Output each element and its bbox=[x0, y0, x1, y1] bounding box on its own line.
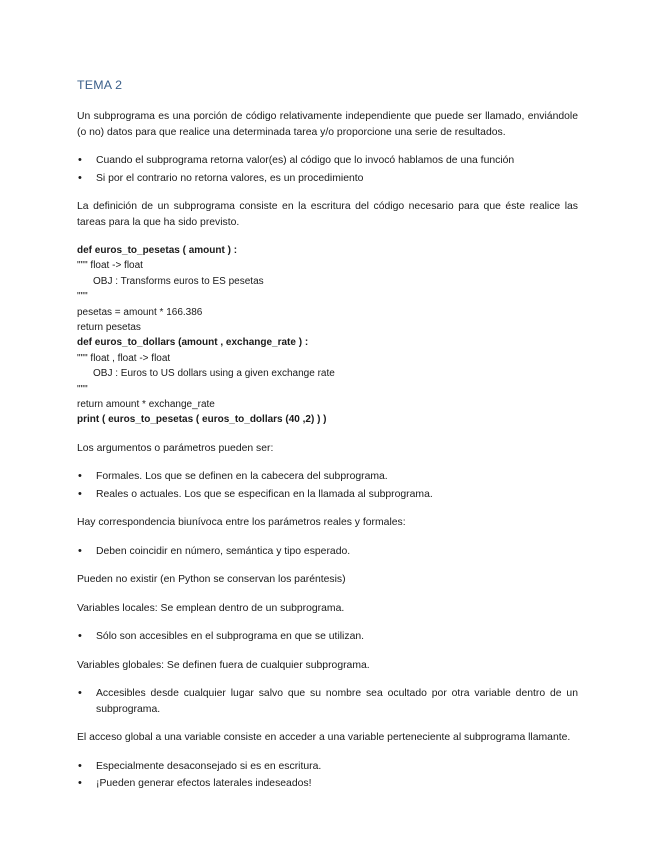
code-line: def euros_to_dollars (amount , exchange_rate ) : bbox=[77, 337, 309, 349]
list-item: • Cuando el subprograma retorna valor(es) al código que lo invocó hablamos de una función bbox=[77, 153, 578, 169]
bullet-icon: • bbox=[78, 487, 82, 500]
bullet-icon: • bbox=[78, 470, 82, 483]
list-item: • Formales. Los que se definen en la cabecera del subprograma. bbox=[77, 469, 578, 485]
global-access-bullet-list bbox=[77, 759, 578, 792]
bullet-icon: • bbox=[78, 171, 82, 184]
code-line: return pesetas bbox=[77, 322, 141, 334]
arguments-intro: Los argumentos o parámetros pueden ser: bbox=[77, 442, 274, 454]
list-item: • Especialmente desaconsejado si es en escritura. bbox=[77, 759, 578, 775]
may-not-exist-paragraph: Pueden no existir (en Python se conservan los paréntesis) bbox=[77, 574, 346, 586]
code-line: """ float , float -> float bbox=[77, 352, 171, 364]
bullet-icon: • bbox=[78, 154, 82, 166]
definition-paragraph: La definición de un subprograma consiste en la escritura del código necesario para que éste realice las tareas para la que ha sido previsto. bbox=[77, 201, 578, 228]
list-item: • Deben coincidir en número, semántica y tipo esperado. bbox=[77, 544, 578, 560]
code-line: print ( euros_to_pesetas ( euros_to_dollars (40 ,2) ) ) bbox=[77, 414, 327, 426]
correspondence-bullet-list bbox=[77, 544, 578, 560]
bullet-icon: • bbox=[78, 687, 82, 700]
list-item: • Si por el contrario no retorna valores, es un procedimiento bbox=[77, 171, 578, 187]
code-line: """ bbox=[77, 291, 88, 303]
section-heading: TEMA 2 bbox=[77, 78, 123, 92]
list-item: • Sólo son accesibles en el subprograma en que se utilizan. bbox=[77, 629, 578, 645]
global-variables-bullet-list bbox=[77, 686, 578, 717]
code-line: """ float -> float bbox=[77, 260, 143, 272]
code-line: """ bbox=[77, 383, 88, 395]
bullet-icon: • bbox=[78, 630, 82, 643]
code-listing bbox=[77, 243, 578, 428]
bullet-icon: • bbox=[78, 759, 82, 772]
bullet-icon: • bbox=[78, 777, 82, 790]
bullet-icon: • bbox=[78, 544, 82, 557]
list-item: • Reales o actuales. Los que se especifican en la llamada al subprograma. bbox=[77, 487, 578, 503]
intro-bullet-list bbox=[77, 153, 578, 186]
document-page bbox=[77, 78, 578, 805]
arguments-bullet-list bbox=[77, 469, 578, 502]
global-access-paragraph: El acceso global a una variable consiste en acceder a una variable perteneciente al subprograma llamante. bbox=[77, 732, 571, 744]
correspondence-paragraph: Hay correspondencia biunívoca entre los parámetros reales y formales: bbox=[77, 517, 406, 529]
code-line: pesetas = amount * 166.386 bbox=[77, 306, 203, 318]
intro-paragraph: Un subprograma es una porción de código relativamente independiente que puede ser llamado, enviándole (o no) datos para que realice una determinada tarea y/o proporcione una serie de resultados. bbox=[77, 111, 578, 138]
global-variables-paragraph: Variables globales: Se definen fuera de cualquier subprograma. bbox=[77, 659, 370, 671]
code-line: OBJ : Transforms euros to ES pesetas bbox=[93, 275, 264, 287]
code-line: return amount * exchange_rate bbox=[77, 399, 215, 411]
local-variables-paragraph: Variables locales: Se emplean dentro de un subprograma. bbox=[77, 602, 345, 614]
code-line: OBJ : Euros to US dollars using a given exchange rate bbox=[93, 368, 335, 380]
list-item: • ¡Pueden generar efectos laterales indeseados! bbox=[77, 776, 578, 792]
list-item: • Accesibles desde cualquier lugar salvo que su nombre sea ocultado por otra variable dentro de un subprograma. bbox=[78, 687, 578, 715]
local-variables-bullet-list bbox=[77, 629, 578, 645]
code-line: def euros_to_pesetas ( amount ) : bbox=[77, 245, 238, 256]
